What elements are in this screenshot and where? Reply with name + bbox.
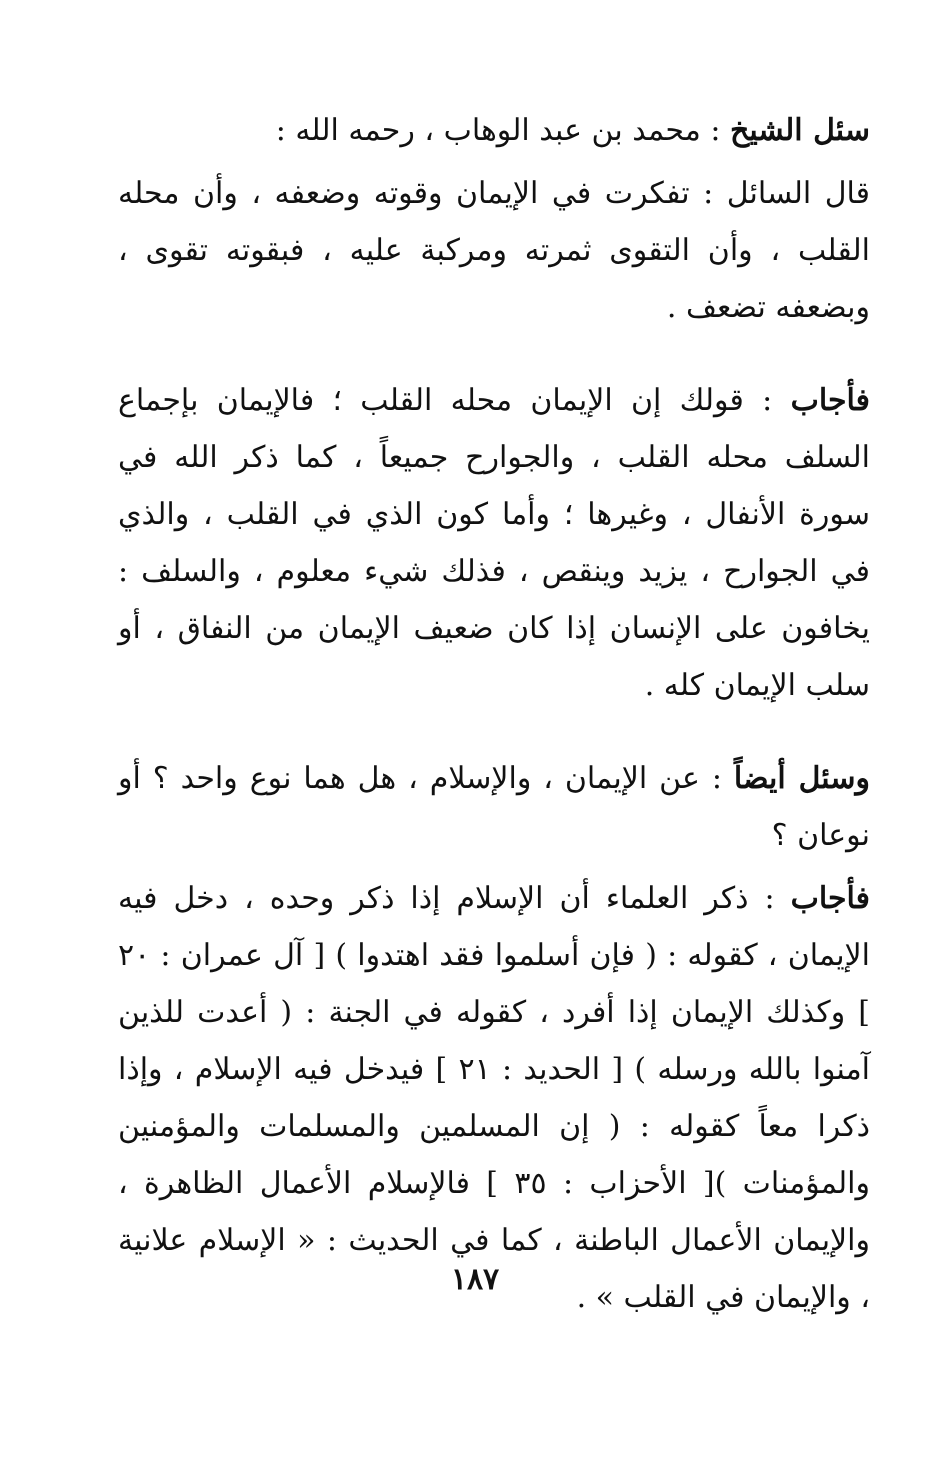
page-body bbox=[118, 102, 870, 1326]
answer-2-paragraph bbox=[118, 870, 870, 1326]
question-1-paragraph bbox=[118, 165, 870, 336]
answer-1-paragraph bbox=[118, 372, 870, 714]
question-1-text: قال السائل : تفكرت في الإيمان وقوته وضعفه ، وأن محله القلب ، وأن التقوى ثمرته ومركبة عليه ، فبقوته تقوى ، وبضعفه تضعف . bbox=[118, 176, 870, 325]
answer-2-lead: فأجاب bbox=[790, 881, 870, 916]
answer-1-lead: فأجاب bbox=[790, 383, 870, 418]
header-paragraph bbox=[118, 102, 870, 159]
page-number: ١٨٧ bbox=[450, 1262, 500, 1297]
question-2-text: : عن الإيمان ، والإسلام ، هل هما نوع واحد ؟ أو نوعان ؟ bbox=[118, 761, 870, 853]
header-lead: سئل الشيخ bbox=[729, 113, 870, 148]
answer-1-text: : قولك إن الإيمان محله القلب ؛ فالإيمان بإجماع السلف محله القلب ، والجوارح جميعاً ، كما ذكر الله في سورة الأنفال ، وغيرها ؛ وأما كون الذي في القلب ، والذي في الجوارح ، يزيد وينقص ، فذلك شيء معلوم ، والسلف : يخافون على الإنسان إذا كان ضعيف الإيمان من النفاق ، أو سلب الإيمان كله . bbox=[118, 383, 871, 703]
question-2-lead: وسئل أيضاً bbox=[733, 761, 870, 796]
question-2-paragraph bbox=[118, 750, 870, 864]
header-text: : محمد بن عبد الوهاب ، رحمه الله : bbox=[275, 113, 721, 148]
answer-2-text: : ذكر العلماء أن الإسلام إذا ذكر وحده ، دخل فيه الإيمان ، كقوله : ( فإن أسلموا فقد اهتدوا ) [ آل عمران : ٢٠ ] وكذلك الإيمان إذا أفرد ، كقوله في الجنة : ( أعدت للذين آمنوا بالله ورسله ) [ الحديد : ٢١ ] فيدخل فيه الإسلام ، وإذا ذكرا معاً كقوله : ( إن المسلمين والمسلمات والمؤمنين والمؤمنات )[ الأحزاب : ٣٥ ] فالإسلام الأعمال الظاهرة ، والإيمان الأعمال الباطنة ، كما في الحديث : « الإسلام علانية ، والإيمان في القلب » . bbox=[118, 881, 870, 1315]
